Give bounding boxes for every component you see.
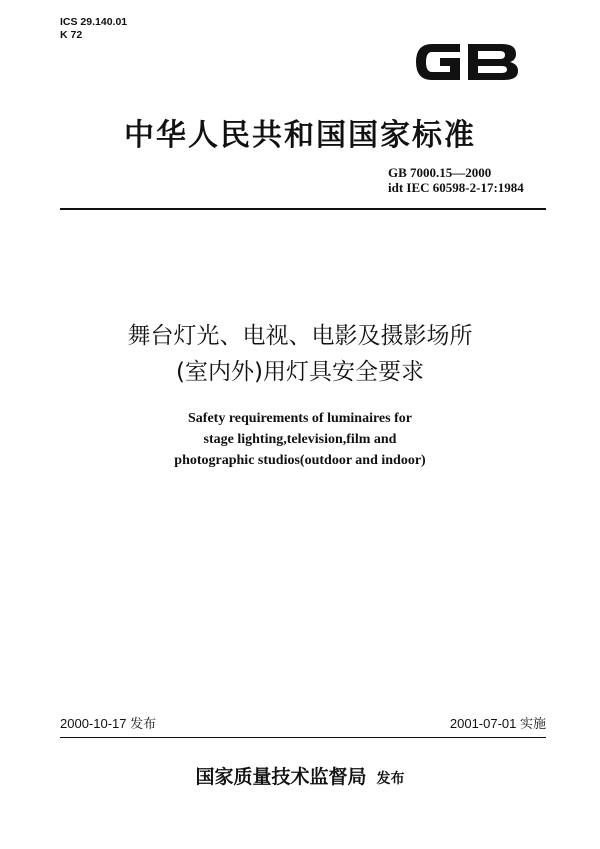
header-divider — [60, 208, 546, 210]
gb-logo — [410, 36, 524, 88]
classification-block — [60, 16, 127, 42]
publisher-issued: 发布 — [376, 771, 405, 787]
title-english — [0, 408, 600, 471]
country-title: 中华人民共和国国家标准 — [124, 118, 476, 153]
ics-code: ICS 29.140.01 — [60, 16, 128, 28]
standard-number: GB 7000.15—2000 — [388, 165, 492, 180]
title-en-line-2: stage lighting,television,film and — [203, 432, 397, 447]
footer-divider — [60, 737, 546, 738]
title-zh-line-2: (室内外)用灯具安全要求 — [176, 359, 424, 385]
title-en-line-1: Safety requirements of luminaires for — [188, 411, 412, 426]
category-code: K 72 — [60, 29, 83, 41]
standard-number-block — [388, 165, 524, 195]
title-chinese — [0, 318, 600, 390]
publisher-name: 国家质量技术监督局 — [195, 766, 367, 788]
implementation-date: 2001-07-01 实施 — [449, 716, 546, 731]
title-zh-line-1: 舞台灯光、电视、电影及摄影场所 — [127, 323, 473, 349]
title-en-line-3: photographic studios(outdoor and indoor) — [174, 453, 426, 468]
publisher-line — [0, 762, 600, 789]
standard-identity: idt IEC 60598-2-17:1984 — [388, 180, 524, 195]
issue-date: 2000-10-17 发布 — [60, 716, 157, 731]
